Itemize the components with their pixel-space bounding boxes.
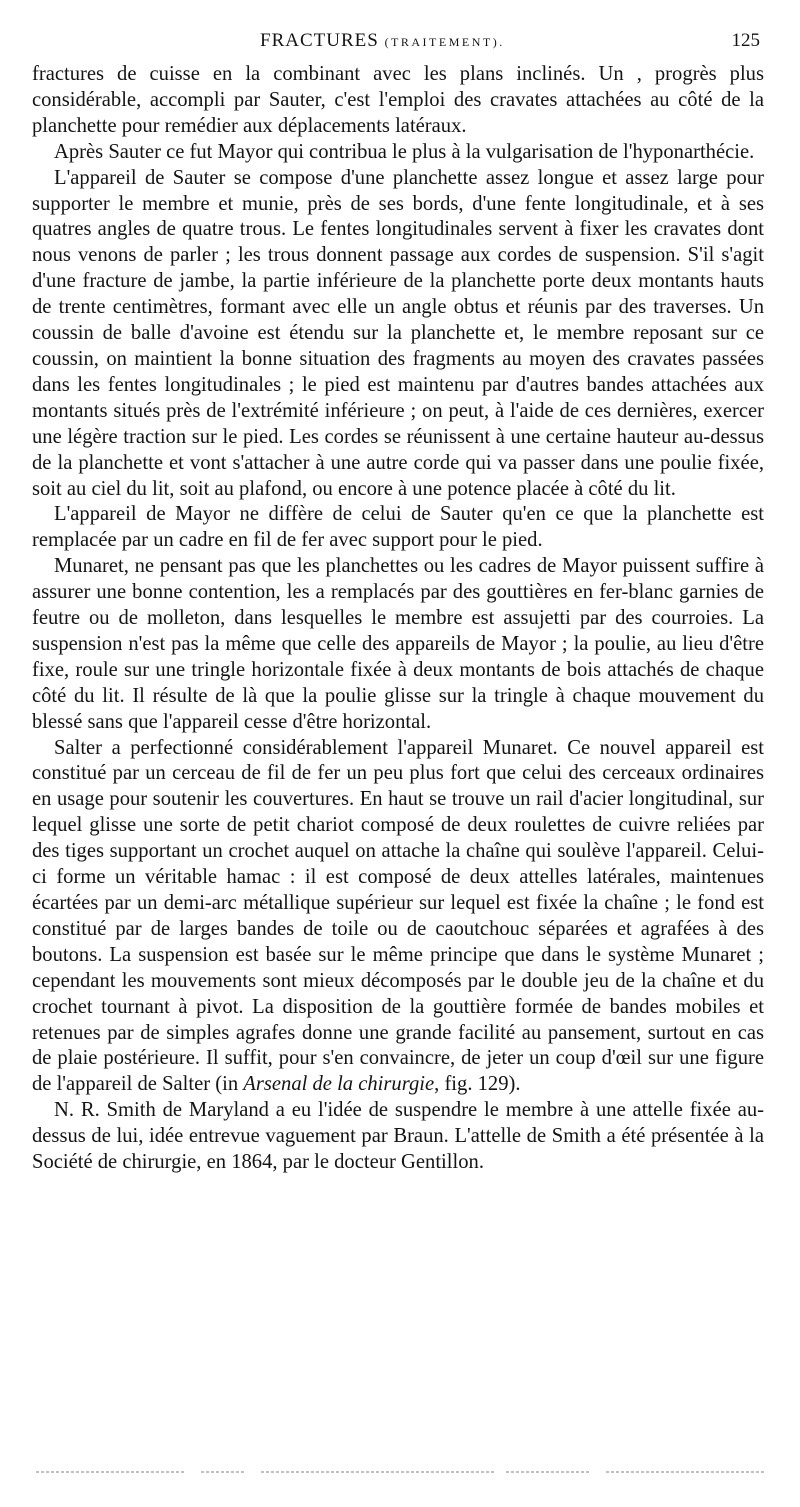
paragraph-6-tail: , fig. 129). [434, 1073, 521, 1096]
book-page [32, 28, 764, 1176]
running-title-sub: (TRAITEMENT). [384, 35, 505, 49]
running-title [260, 30, 505, 52]
paragraph-1: fractures de cuisse en la combinant avec les plans inclinés. Un , progrès plus considérable, accompli par Sauter, c'est l'emploi des cravates attachées au côté de la planchette pour remédier aux déplacements latéraux. [32, 63, 764, 137]
paragraph-7: N. R. Smith de Maryland a eu l'idée de suspendre le membre à une attelle fixée au-dessus de lui, idée entrevue vaguement par Braun. L'attelle de Smith a été présentée à la Société de chirurgie, en 1864, par le docteur Gentillon. [32, 1099, 764, 1174]
paragraph-3: L'appareil de Sauter se compose d'une planchette assez longue et assez large pour supporter le membre et munie, près de ses bords, d'une fente longitudinale, et à ses quatres angles de quatre trous. Le fentes longitudinales servent à fixer les cravates dont nous venons de parler ; les trous donnent passage aux cordes de suspension. S'il s'agit d'une fracture de jambe, la partie inférieure de la planchette porte deux montants hauts de trente centimètres, formant avec elle un angle obtus et réunis par des traverses. Un coussin de balle d'avoine est étendu sur la planchette et, le membre reposant sur ce coussin, on maintient la bonne situation des fragments au moyen des cravates passées dans les fentes longitudinales ; le pied est maintenu par d'autres bandes attachées aux montants situés près de l'extrémité inférieure ; on peut, à l'aide de ces dernières, exercer une légère traction sur le pied. Les cordes se réunissent à une certaine hauteur au-dessus de la planchette et vont s'attacher à une autre corde qui va passer dans une poulie fixée, soit au ciel du lit, soit au plafond, ou encore à une potence placée à côté du lit. [32, 166, 764, 500]
paragraph-6 [32, 736, 764, 1099]
paragraph-5: Munaret, ne pensant pas que les planchettes ou les cadres de Mayor puissent suffire à assurer une bonne contention, les a remplacés par des gouttières en fer-blanc garnies de feutre ou de molleton, dans lesquelles le membre est assujetti par des courroies. La suspension n'est pas la même que celle des appareils de Mayor ; la poulie, au lieu d'être fixe, roule sur une tringle horizontale fixée à deux montants de bois attachés de chaque côté du lit. Il résulte de là que la poulie glisse sur la tringle à chaque mouvement du blessé sans que l'appareil cesse d'être horizontal. [32, 555, 764, 733]
book-title-citation: Arsenal de la chirurgie [243, 1073, 435, 1096]
footer-print-artifact [36, 1466, 764, 1478]
running-header [32, 28, 764, 62]
paragraph-6-text: Salter a perfectionné considérablement l'appareil Munaret. Ce nouvel appareil est constitué par un cerceau de fil de fer un peu plus fort que celui des cerceaux ordinaires en usage pour soutenir les couvertures. En haut se trouve un rail d'acier longitudinal, sur lequel glisse une sorte de petit chariot composé de deux roulettes de cuivre reliées par des tiges supportant un crochet auquel on attache la chaîne qui soulève l'appareil. Celui-ci forme un véritable hamac : il est composé de deux attelles latérales, maintenues écartées par un demi-arc métallique supérieur sur lequel est fixée la chaîne ; le fond est constitué par de larges bandes de toile ou de caoutchouc séparées et agrafées à des boutons. La suspension est basée sur le même principe que dans le système Munaret ; cependant les mouvements sont mieux décomposés par le double jeu de la chaîne et du crochet tournant à pivot. La disposition de la gouttière formée de bandes mobiles et retenues par de simples agrafes donne une grande facilité au pansement, surtout en cas de plaie postérieure. Il suffit, pour s'en convaincre, de jeter un coup d'œil sur une figure de l'appareil de Salter (in [32, 736, 764, 1096]
running-title-main: FRACTURES [260, 30, 379, 51]
body-text [32, 62, 764, 1176]
paragraph-2: Après Sauter ce fut Mayor qui contribua le plus à la vulgarisation de l'hyponarthécie. [54, 140, 755, 163]
paragraph-4: L'appareil de Mayor ne diffère de celui de Sauter qu'en ce que la planchette est remplacée par un cadre en fil de fer avec support pour le pied. [32, 503, 764, 552]
dotted-rule-decoration [36, 1466, 764, 1478]
page-number: 125 [731, 30, 760, 51]
